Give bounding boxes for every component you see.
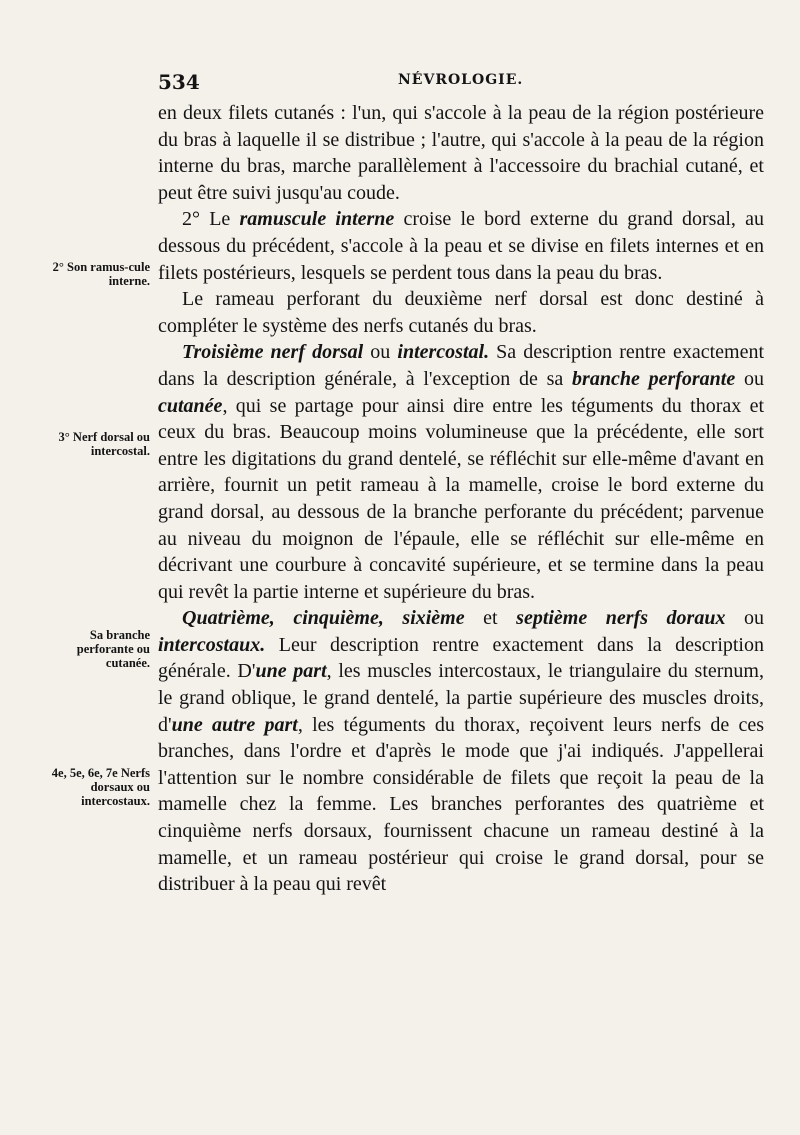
paragraph-4	[158, 339, 764, 605]
p5-mid-1: et	[464, 607, 517, 630]
page-header	[158, 70, 758, 100]
paragraph-5	[158, 605, 764, 898]
p4-mid-3: ou	[735, 367, 764, 390]
p5-mid-4: , les muscles intercostaux, le triangulaire du sternum, le grand oblique, le grand dentelé, la partie supérieure des muscles droits, d'	[158, 660, 764, 736]
running-title: NÉVROLOGIE.	[398, 72, 524, 88]
page-number: 534	[158, 70, 200, 94]
p2-lead: 2° Le	[182, 208, 240, 231]
p5-emphasis-1: Quatrième, cinquième, sixième	[182, 607, 465, 630]
p5-mid-2: ou	[725, 607, 765, 630]
margin-note-son-ramuscule: 2° Son ramus-cule interne.	[52, 260, 150, 288]
p5-emphasis-2: septième nerfs doraux	[516, 607, 726, 630]
margin-note-branche-perforante: Sa branche perforante ou cutanée.	[76, 628, 150, 670]
body-text	[158, 100, 764, 898]
p4-emphasis-3: branche perforante	[572, 367, 736, 390]
margin-note-nerf-dorsal: 3° Nerf dorsal ou intercostal.	[58, 430, 150, 458]
p5-mid-3: Leur description rentre exactement dans la description générale. D'	[158, 633, 764, 683]
p5-rest: , les téguments du thorax, reçoivent leurs nerfs de ces branches, dans l'ordre et d'après le mode que j'ai indiqués. J'appellerai l'attention sur le nombre considérable de filets que reçoit la peau de la mamelle chez la femme. Les branches perforantes des quatrième et cinquième nerfs dorsaux, fournissent chacune un rameau destiné à la mamelle, et un rameau postérieur qui croise le grand dorsal, pour se distribuer à la peau qui revêt	[158, 713, 764, 896]
p4-mid-2: Sa description rentre exactement dans la description générale, à l'exception de sa	[158, 341, 764, 390]
margin-note-nerfs-dorsaux: 4e, 5e, 6e, 7e Nerfs dorsaux ou intercostaux.	[51, 766, 150, 808]
paragraph-3: Le rameau perforant du deuxième nerf dorsal est donc destiné à compléter le système des nerfs cutanés du bras.	[158, 288, 764, 337]
paragraph-1: en deux filets cutanés : l'un, qui s'accole à la peau de la région postérieure du bras à laquelle il se distribue ; l'autre, qui s'accole à la peau de la région interne du bras, marche parallèlement à l'accessoire du brachial cutané, et peut être suivi jusqu'au coude.	[158, 102, 764, 204]
p5-emphasis-5: une autre part	[171, 713, 298, 736]
p2-emphasis: ramuscule interne	[239, 208, 395, 231]
p4-emphasis-2: intercostal.	[397, 341, 490, 364]
paragraph-2	[158, 206, 764, 286]
p2-rest: croise le bord externe du grand dorsal, au dessous du précédent, s'accole à la peau et se divise en filets internes et en filets postérieurs, lesquels se perdent tous dans la peau du bras.	[158, 208, 764, 284]
p4-rest: , qui se partage pour ainsi dire entre les téguments du thorax et ceux du bras. Beaucoup moins volumineuse que la précédente, elle sort entre les digitations du grand dentelé, se réfléchit sur elle-même d'avant en arrière, fournit un petit rameau à la mamelle, croise le bord externe du grand dorsal, au dessous de la branche perforante du précédent; parvenue au niveau du moignon de l'épaule, elle se réfléchit sur elle-même en décrivant une courbure à concavité supérieure, et se termine dans la peau qui revêt la partie interne et supérieure du bras.	[158, 394, 764, 603]
p5-emphasis-4: une part	[255, 660, 327, 683]
p4-mid-1: ou	[363, 341, 398, 364]
p5-emphasis-3: intercostaux.	[158, 633, 266, 656]
p4-emphasis-4: cutanée	[158, 394, 223, 417]
p4-emphasis-1: Troisième nerf dorsal	[182, 341, 364, 364]
